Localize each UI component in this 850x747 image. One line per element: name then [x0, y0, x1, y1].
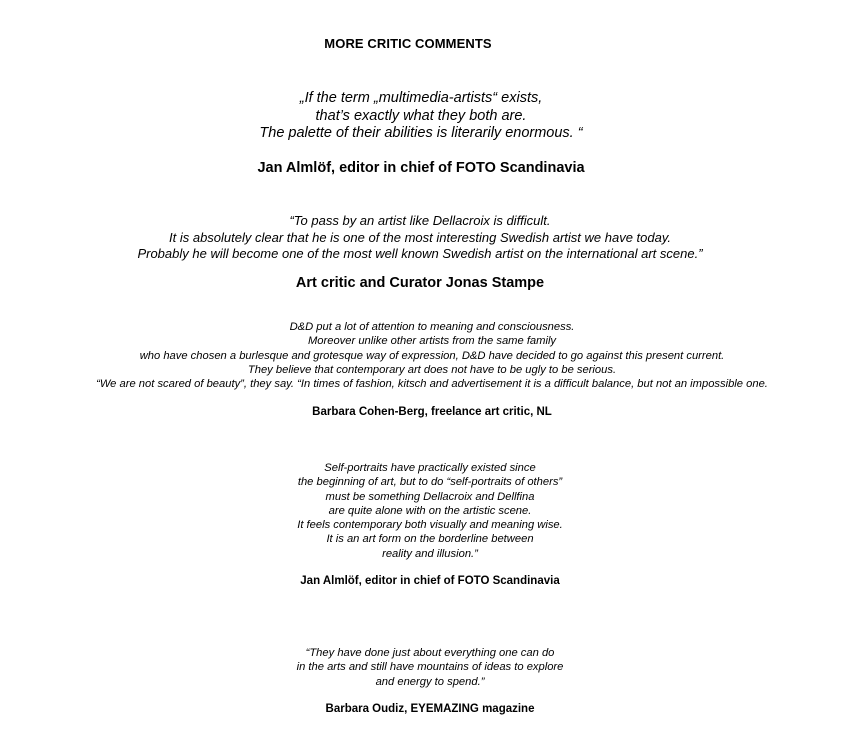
quote-line: “To pass by an artist like Dellacroix is difficult. [289, 213, 551, 228]
quote-line: reality and illusion.” [382, 547, 478, 560]
quote-line: must be something Dellacroix and Dellfina [325, 490, 535, 503]
quote-line: that’s exactly what they both are. [315, 107, 527, 124]
quote-line: It is absolutely clear that he is one of the most interesting Swedish artist we have today. [169, 229, 671, 245]
quote-line: Self-portraits have practically existed since [324, 462, 536, 474]
critic-comment-5 [5, 646, 850, 715]
quote-line: D&D put a lot of attention to meaning and consciousness. [289, 321, 575, 333]
quote-attribution: Art critic and Curator Jonas Stampe [295, 274, 545, 291]
quote-line: in the arts and still have mountains of ideas to explore [296, 661, 564, 674]
quote-line: It feels contemporary both visually and meaning wise. [297, 519, 563, 532]
quote-line: Moreover unlike other artists from the same family [307, 335, 557, 348]
quote-line: and energy to spend.” [375, 675, 485, 688]
quote-line: They believe that contemporary art does not have to be ugly to be serious. [247, 363, 617, 376]
quote-line: the beginning of art, but to do “self-portraits of others” [297, 476, 563, 489]
page-title: MORE CRITIC COMMENTS [324, 36, 492, 51]
quote-text [5, 461, 850, 561]
quote-text [5, 646, 850, 689]
critic-comment-1 [0, 90, 846, 176]
critic-comment-4 [5, 461, 850, 587]
critic-comment-3 [7, 320, 850, 418]
quote-line: The palette of their abilities is literarily enormous. “ [259, 125, 583, 141]
quote-text [7, 320, 850, 391]
quote-line: are quite alone with on the artistic scene. [328, 504, 532, 517]
quote-attribution: Barbara Cohen-Berg, freelance art critic, NL [312, 406, 552, 419]
quote-attribution: Jan Almlöf, editor in chief of FOTO Scandinavia [257, 159, 585, 176]
quote-line: Probably he will become one of the most well known Swedish artist on the international art scene.” [137, 246, 703, 261]
quote-line: “They have done just about everything one can do [305, 647, 555, 659]
critic-comment-2 [0, 213, 845, 291]
quote-line: „If the term „multimedia-artists“ exists, [299, 90, 543, 106]
quote-text [0, 213, 845, 263]
quote-attribution: Barbara Oudiz, EYEMAZING magazine [325, 702, 535, 715]
quote-line: It is an art form on the borderline between [326, 533, 534, 546]
quote-text [0, 90, 846, 143]
quote-line: who have chosen a burlesque and grotesque way of expression, D&D have decided to go against this present current. [139, 349, 725, 362]
quote-attribution: Jan Almlöf, editor in chief of FOTO Scandinavia [300, 575, 560, 588]
quote-line: “We are not scared of beauty”, they say. “In times of fashion, kitsch and advertisement it is a difficult balance, but not an impossible one. [96, 378, 768, 391]
